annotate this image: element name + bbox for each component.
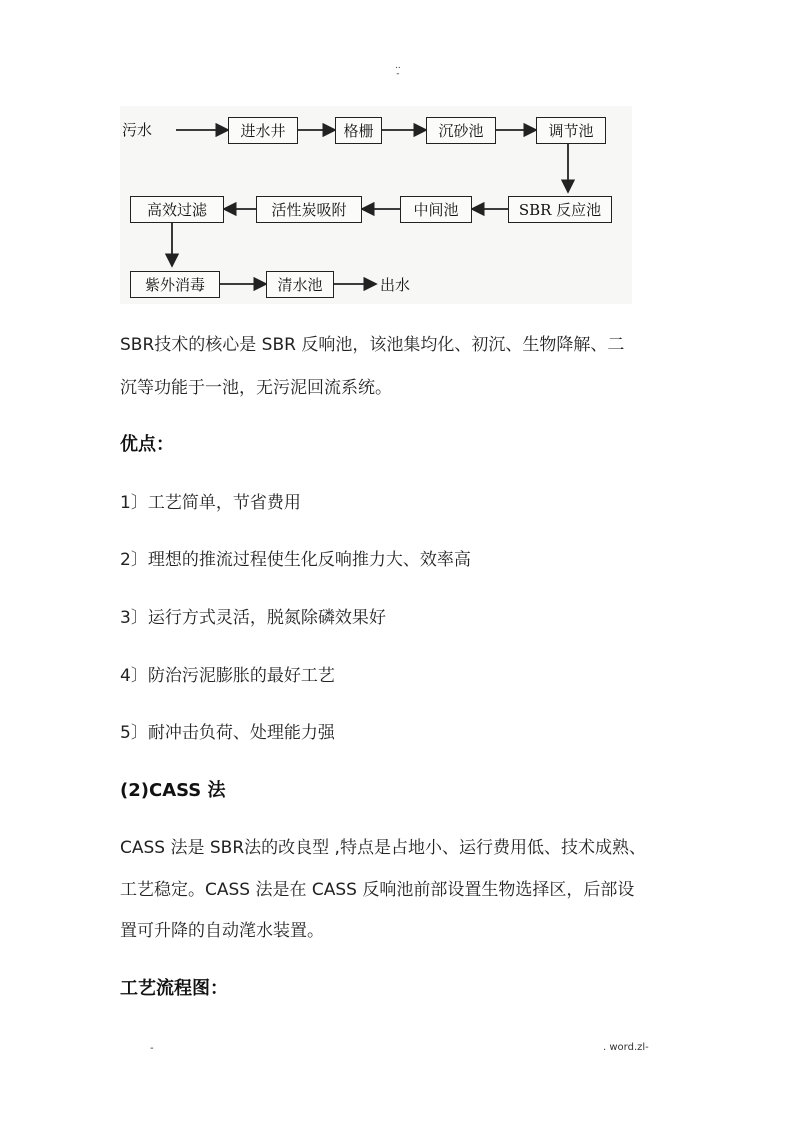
node-ziwai: 紫外消毒 [130,271,220,298]
advantage-item-4: 4〕防治污泥膨胀的最好工艺 [120,666,335,686]
process-flow-diagram [120,106,632,304]
node-huoxingtan: 活性炭吸附 [256,196,362,223]
node-jinshuijing: 进水井 [228,117,298,144]
node-chenshachi: 沉砂池 [426,117,496,144]
advantage-item-3: 3〕运行方式灵活，脱氮除磷效果好 [120,608,386,628]
node-geshan: 格栅 [335,117,382,144]
paragraph-cass-line1: CASS 法是 SBR法的改良型 ,特点是占地小、运行费用低、技术成熟、 [120,838,646,858]
cass-heading: (2)CASS 法 [120,780,226,801]
advantage-item-2: 2〕理想的推流过程使生化反响推力大、效率高 [120,550,471,570]
node-tiaojiechi: 调节池 [536,117,606,144]
flowchart-heading: 工艺流程图： [120,978,228,999]
paragraph-sbr-line1: SBR技术的核心是 SBR 反响池，该池集均化、初沉、生物降解、二 [120,335,625,355]
paragraph-sbr-line2: 沉等功能于一池，无污泥回流系统。 [120,378,392,398]
paragraph-cass-line2: 工艺稳定。CASS 法是在 CASS 反响池前部设置生物选择区，后部设 [120,880,635,900]
node-qingshuichi: 清水池 [266,271,334,298]
advantage-item-5: 5〕耐冲击负荷、处理能力强 [120,723,335,743]
node-sbr: SBR 反应池 [508,196,612,223]
paragraph-cass-line3: 置可升降的自动滗水装置。 [120,921,324,941]
footer-left-mark: - [150,1043,154,1054]
inflow-label: 污水 [122,121,153,139]
footer-right-text: . word.zl- [603,1042,649,1053]
advantage-item-1: 1〕工艺简单，节省费用 [120,493,301,513]
outflow-label: 出水 [380,276,411,294]
node-zhongjianchi: 中间池 [400,196,472,223]
header-mark: .. - [395,61,401,79]
advantages-heading: 优点： [120,434,174,455]
node-gaoxiao: 高效过滤 [130,196,224,223]
